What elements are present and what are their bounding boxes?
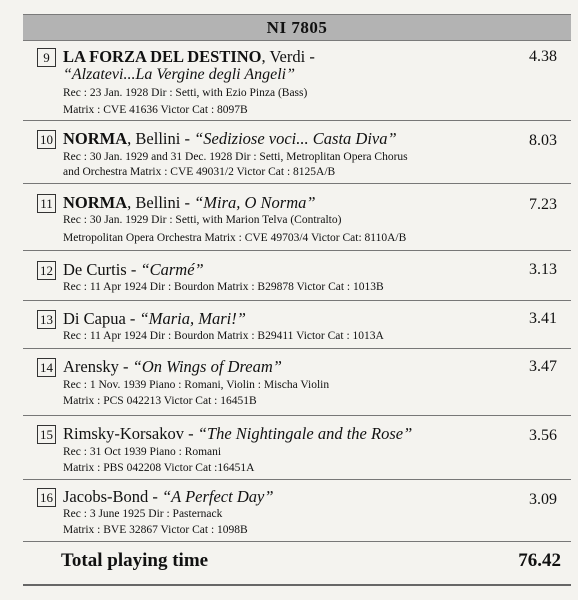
divider <box>23 348 571 349</box>
composer: , Bellini - <box>127 193 195 212</box>
recording-details: Rec : 3 June 1925 Dir : Pasternack <box>63 508 223 520</box>
recording-details: Rec : 30 Jan. 1929 and 31 Dec. 1928 Dir : Setti, Metroplitan Opera Chorus <box>63 151 408 163</box>
track-duration: 3.41 <box>529 310 557 327</box>
track-title <box>63 424 412 444</box>
track-duration: 3.13 <box>529 261 557 278</box>
track-number: 16 <box>37 488 56 507</box>
recording-details: Rec : 11 Apr 1924 Dir : Bourdon Matrix : B29411 Victor Cat : 1013A <box>63 330 384 342</box>
track-number: 9 <box>37 48 56 67</box>
recording-details: and Orchestra Matrix : CVE 49031/2 Victor Cat : 8125A/B <box>63 166 336 178</box>
track-number: 11 <box>37 194 56 213</box>
composer: Jacobs-Bond - <box>63 487 162 506</box>
aria-title: “Maria, Mari!” <box>139 309 246 328</box>
track-title <box>63 487 274 507</box>
track-number: 12 <box>37 261 56 280</box>
track-duration: 4.38 <box>529 48 557 65</box>
recording-details: Rec : 11 Apr 1924 Dir : Bourdon Matrix : B29878 Victor Cat : 1013B <box>63 281 384 293</box>
track-number: 14 <box>37 358 56 377</box>
work-title: NORMA <box>63 129 128 148</box>
total-duration: 76.42 <box>518 550 561 571</box>
aria-title: “A Perfect Day” <box>161 487 274 506</box>
composer: De Curtis - <box>63 260 141 279</box>
total-label: Total playing time <box>61 550 209 571</box>
recording-details: Rec : 31 Oct 1939 Piano : Romani <box>63 446 222 458</box>
track-duration: 3.56 <box>529 427 557 444</box>
track-title <box>63 260 204 280</box>
track-number: 10 <box>37 130 56 149</box>
composer: Di Capua - <box>63 309 140 328</box>
work-title: NORMA <box>63 193 128 212</box>
recording-details: Matrix : PCS 042213 Victor Cat : 16451B <box>63 395 257 407</box>
composer: , Verdi - <box>261 47 315 66</box>
aria-title: “The Nightingale and the Rose” <box>197 424 413 443</box>
track-duration: 7.23 <box>529 196 557 213</box>
recording-details: Rec : 1 Nov. 1939 Piano : Romani, Violin : Mischa Violin <box>63 379 330 391</box>
divider <box>23 300 571 301</box>
recording-details: Matrix : CVE 41636 Victor Cat : 8097B <box>63 104 248 116</box>
track-title <box>63 309 246 329</box>
track-duration: 3.09 <box>529 491 557 508</box>
aria-title: “Alzatevi...La Vergine degli Angeli” <box>63 66 295 83</box>
recording-details: Metropolitan Opera Orchestra Matrix : CVE 49703/4 Victor Cat: 8110A/B <box>63 232 407 244</box>
divider <box>23 415 571 416</box>
track-listing-page <box>23 0 571 600</box>
track-duration: 3.47 <box>529 358 557 375</box>
track-title <box>63 193 316 213</box>
track-title <box>63 129 397 149</box>
recording-details: Rec : 23 Jan. 1928 Dir : Setti, with Ezio Pinza (Bass) <box>63 87 308 99</box>
aria-title: “Carmé” <box>140 260 204 279</box>
divider <box>23 584 571 586</box>
aria-title: “Mira, O Norma” <box>194 193 316 212</box>
recording-details: Rec : 30 Jan. 1929 Dir : Setti, with Marion Telva (Contralto) <box>63 214 342 226</box>
total-row <box>23 550 571 574</box>
track-duration: 8.03 <box>529 132 557 149</box>
divider <box>23 183 571 184</box>
track-number: 13 <box>37 310 56 329</box>
recording-details: Matrix : BVE 32867 Victor Cat : 1098B <box>63 524 248 536</box>
catalog-number: NI 7805 <box>266 17 328 37</box>
divider <box>23 541 571 542</box>
composer: Arensky - <box>63 357 133 376</box>
composer: Rimsky-Korsakov - <box>63 424 198 443</box>
work-title: LA FORZA DEL DESTINO <box>63 47 262 66</box>
track-title <box>63 47 315 67</box>
track-title <box>63 357 282 377</box>
composer: , Bellini - <box>127 129 195 148</box>
divider <box>23 120 571 121</box>
divider <box>23 479 571 480</box>
track-number: 15 <box>37 425 56 444</box>
aria-title: “On Wings of Dream” <box>132 357 282 376</box>
divider <box>23 250 571 251</box>
catalog-header <box>23 14 571 41</box>
aria-title: “Sediziose voci... Casta Diva” <box>194 129 397 148</box>
recording-details: Matrix : PBS 042208 Victor Cat :16451A <box>63 462 255 474</box>
